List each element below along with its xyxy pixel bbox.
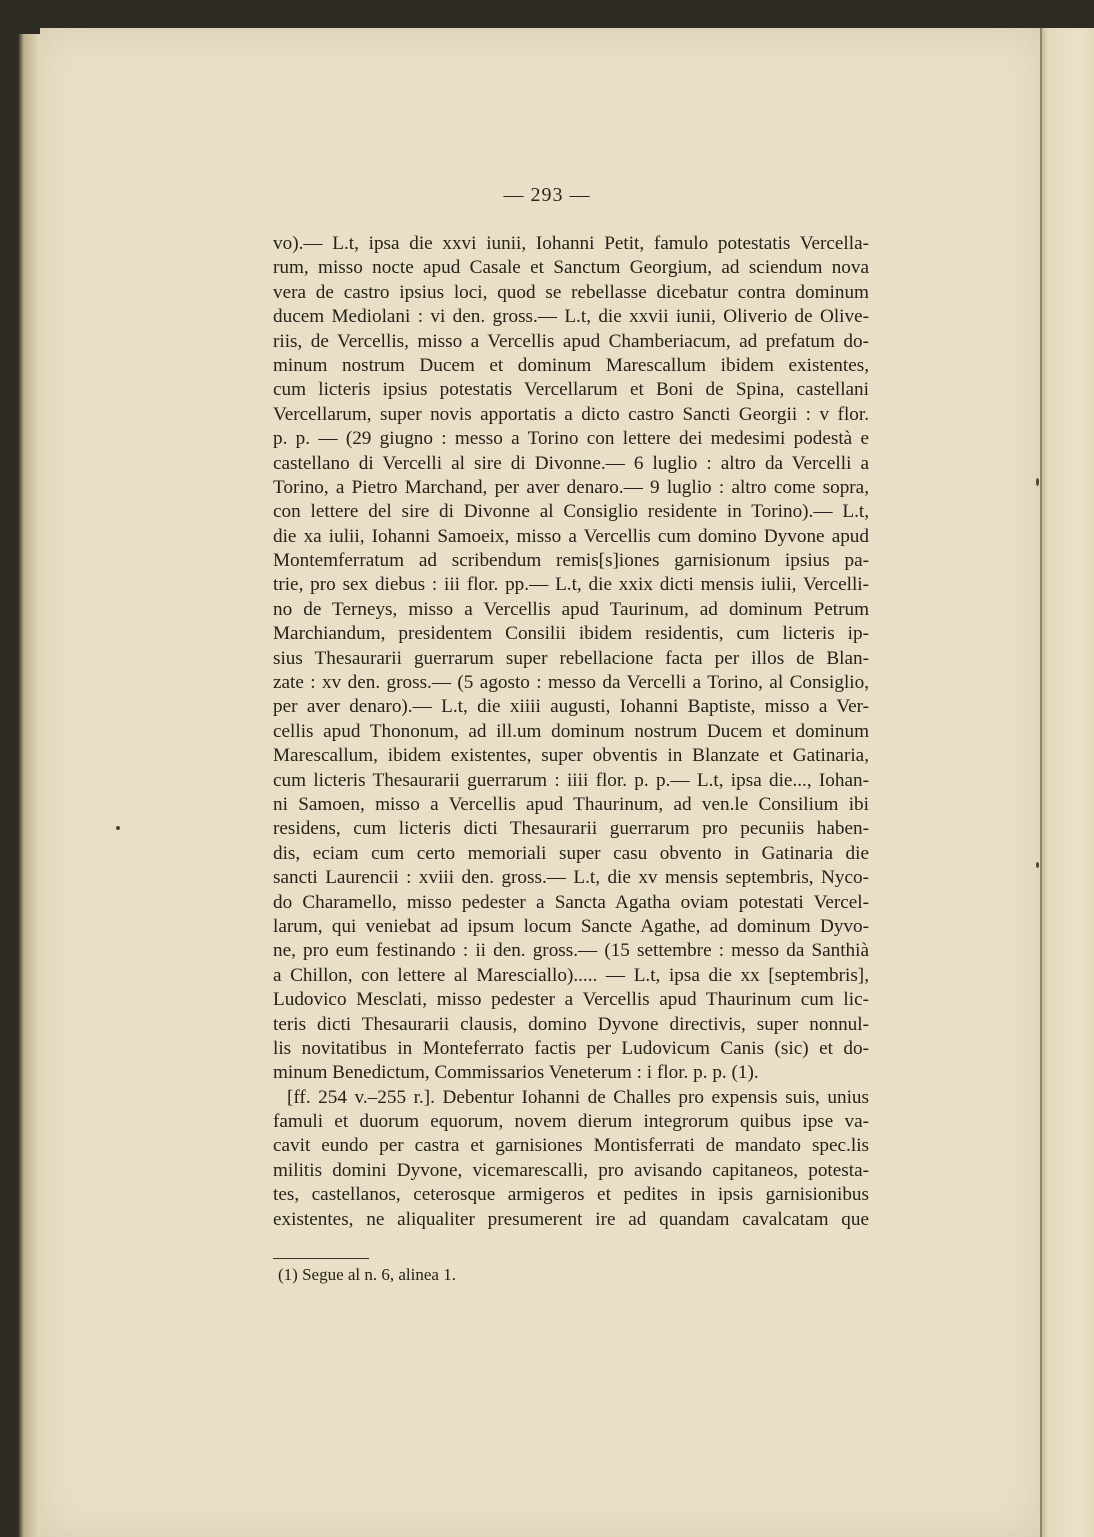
text-line: minum Benedictum, Commissarios Veneterum : i flor. p. p. (1). [273, 1062, 759, 1084]
text-line: tes, castellanos, ceterosque armigeros et pedites in ipsis garnisionibus [273, 1184, 869, 1206]
text-line: a Chillon, con lettere al Maresciallo)..... — L.t, ipsa die xx [septembris], [273, 964, 869, 986]
text-line: Marchiandum, presidentem Consilii ibidem residentis, cum licteris ip- [273, 623, 869, 645]
text-line: ne, pro eum festinando : ii den. gross.— (15 settembre : messo da Santhià [273, 940, 869, 962]
text-line: con lettere del sire di Divonne al Consiglio residente in Torino).— L.t, [273, 501, 869, 523]
text-line: zate : xv den. gross.— (5 agosto : messo da Vercelli a Torino, al Consiglio, [273, 672, 869, 694]
text-line: cum licteris ipsius potestatis Vercellarum et Boni de Spina, castellani [273, 379, 869, 401]
text-line: die xa iulii, Iohanni Samoeix, misso a Vercellis cum domino Dyvone apud [273, 525, 869, 547]
text-line: cavit eundo per castra et garnisiones Montisferrati de mandato spec.lis [273, 1135, 869, 1157]
paper-speck [1036, 478, 1039, 486]
text-line: teris dicti Thesaurarii clausis, domino Dyvone directivis, super nonnul- [273, 1013, 869, 1035]
footnote: (1) Segue al n. 6, alinea 1. [278, 1265, 456, 1284]
body-text [273, 232, 869, 1232]
text-line: cum licteris Thesaurarii guerrarum : iiii flor. p. p.— L.t, ipsa die..., Iohan- [273, 769, 869, 791]
text-line: do Charamello, misso pedester a Sancta Agatha oviam potestati Vercel- [273, 891, 869, 913]
text-line: sancti Laurencii : xviii den. gross.— L.t, die xv mensis septembris, Nyco- [273, 867, 869, 889]
text-line: Vercellarum, super novis apportatis a dicto castro Sancti Georgii : v flor. [273, 403, 869, 425]
text-line: ni Samoen, misso a Vercellis apud Thaurinum, ad ven.le Consilium ibi [273, 793, 869, 815]
text-line: famuli et duorum equorum, novem dierum integrorum quibus ipse va- [273, 1111, 869, 1133]
text-line: castellano di Vercelli al sire di Divonne.— 6 luglio : altro da Vercelli a [273, 452, 869, 474]
text-line: ducem Mediolani : vi den. gross.— L.t, die xxvii iunii, Oliverio de Olive- [273, 306, 869, 328]
text-line: vo).— L.t, ipsa die xxvi iunii, Iohanni Petit, famulo potestatis Vercella- [273, 233, 869, 254]
text-line: p. p. — (29 giugno : messo a Torino con lettere dei medesimi podestà e [273, 428, 869, 450]
text-line: militis domini Dyvone, vicemarescalli, pro avisando capitaneos, potesta- [273, 1159, 869, 1181]
text-line: existentes, ne aliqualiter presumerent ire ad quandam cavalcatam que [273, 1208, 869, 1230]
text-line: vera de castro ipsius loci, quod se rebellasse dicebatur contra dominum [273, 281, 869, 303]
text-line: cellis apud Thononum, ad ill.um dominum nostrum Ducem et dominum [273, 720, 869, 742]
text-line: Torino, a Pietro Marchand, per aver denaro.— 9 luglio : altro come sopra, [273, 476, 869, 498]
text-line: [ff. 254 v.–255 r.]. Debentur Iohanni de Challes pro expensis suis, unius [287, 1086, 869, 1108]
text-line: trie, pro sex diebus : iii flor. pp.— L.t, die xxix dicti mensis iulii, Vercelli- [273, 574, 869, 596]
text-line: dis, eciam cum certo memoriali super casu obvento in Gatinaria die [273, 842, 869, 864]
text-line: lis novitatibus in Monteferrato factis per Ludovicum Canis (sic) et do- [273, 1037, 869, 1059]
page-number: — 293 — [503, 184, 591, 206]
text-line: rum, misso nocte apud Casale et Sanctum Georgium, ad sciendum nova [273, 257, 869, 279]
paper-speck [1036, 862, 1039, 868]
text-line: larum, qui veniebat ad ipsum locum Sancte Agathe, ad dominum Dyvo- [273, 915, 869, 937]
text-line: residens, cum licteris dicti Thesaurarii guerrarum pro pecuniis haben- [273, 818, 869, 840]
right-page-edge [1040, 28, 1094, 1537]
text-line: Marescallum, ibidem existentes, super obventis in Blanzate et Gatinaria, [273, 745, 869, 767]
text-line: riis, de Vercellis, misso a Vercellis apud Chamberiacum, ad prefatum do- [273, 330, 869, 352]
text-line: minum nostrum Ducem et dominum Marescallum ibidem existentes, [273, 354, 869, 376]
footnote-rule [273, 1258, 369, 1259]
text-line: Ludovico Mesclati, misso pedester a Vercellis apud Thaurinum cum lic- [273, 989, 869, 1011]
paper-speck [116, 826, 120, 830]
text-line: per aver denaro).— L.t, die xiiii augusti, Iohanni Baptiste, misso a Ver- [273, 696, 869, 718]
text-line: Montemferratum ad scribendum remis[s]iones garnisionum ipsius pa- [273, 550, 869, 572]
text-line: sius Thesaurarii guerrarum super rebellacione facta per illos de Blan- [273, 647, 869, 669]
left-page-edge [18, 34, 42, 1537]
text-line: no de Terneys, misso a Vercellis apud Taurinum, ad dominum Petrum [273, 598, 869, 620]
